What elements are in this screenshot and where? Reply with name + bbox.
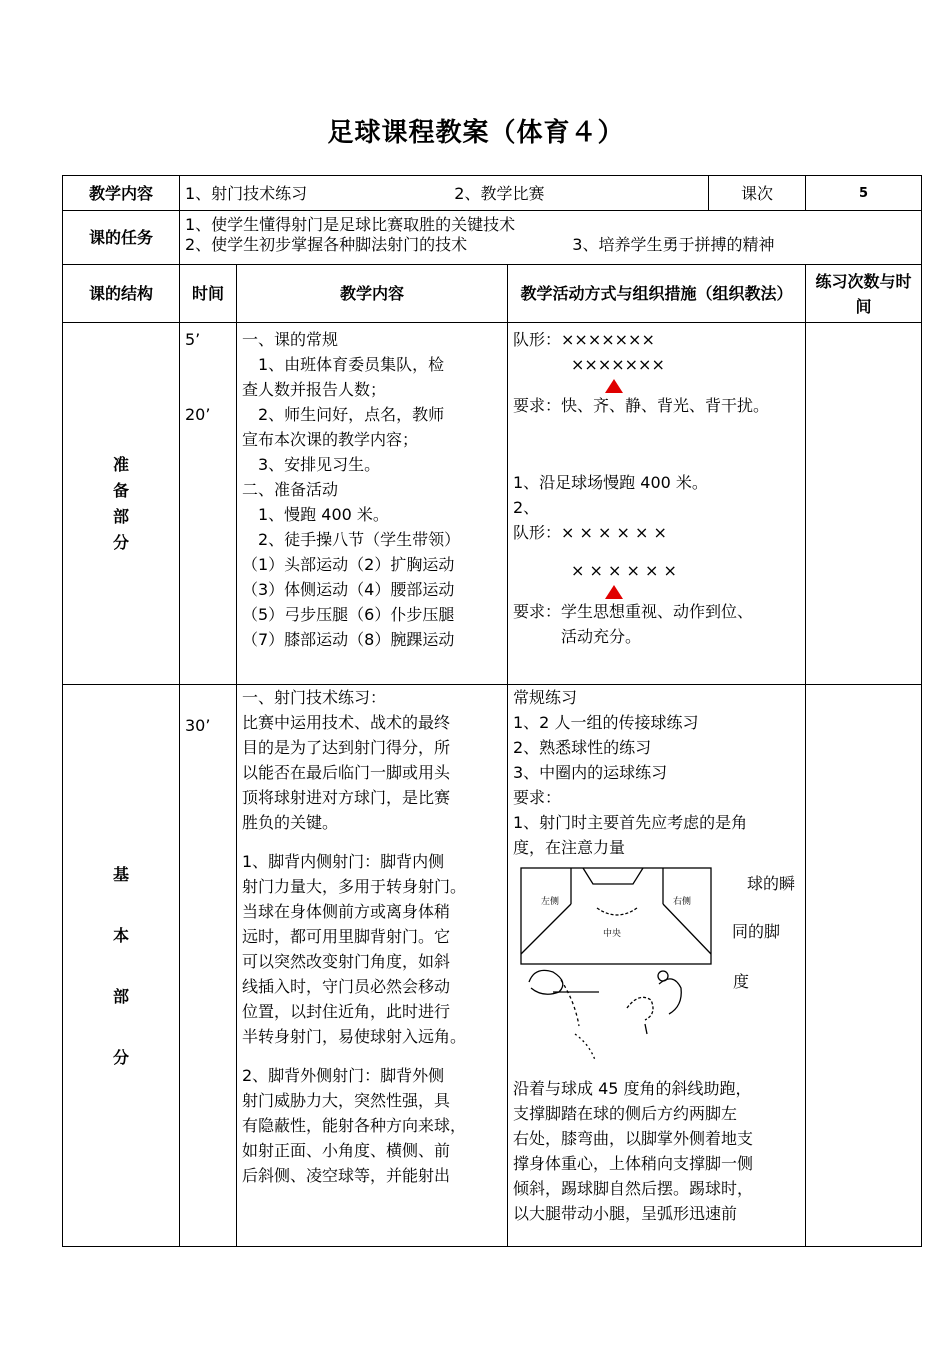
basic-content-line: 射门力量大，多用于转身射门。 (242, 877, 467, 896)
prep-content-line: 查人数并报告人数； (242, 380, 387, 399)
basic-content-line: 1、脚背内侧射门：脚背内侧 (242, 852, 445, 871)
cropped-text-fragment: 度 (732, 972, 749, 991)
basic-content-line: 比赛中运用技术、战术的最终 (242, 713, 451, 732)
basic-time-value: 30’ (185, 716, 211, 735)
teacher-triangle-icon (605, 585, 623, 599)
prep-label (63, 323, 180, 685)
prep-label-char: 准 (112, 454, 129, 474)
basic-content-line: 顶将球射进对方球门，是比赛 (242, 788, 451, 807)
prep-practice (806, 323, 922, 685)
lesson-label: 课次 (709, 176, 806, 211)
prep-content-line: 2、师生问好，点名，教师 (258, 405, 445, 424)
content-label: 教学内容 (63, 176, 180, 211)
basic-method-line: 倾斜，踢球脚自然后摆。踢球时， (513, 1179, 754, 1198)
teacher-triangle-icon (605, 379, 623, 393)
content-row (63, 176, 922, 211)
prep-content-line: 宣布本次课的教学内容； (242, 430, 419, 449)
basic-method-line: 要求： (513, 788, 562, 807)
task-content (180, 211, 922, 265)
basic-label-char: 本 (112, 925, 129, 945)
basic-content-line: 半转身射门，易使球射入远角。 (242, 1027, 467, 1046)
basic-content-line: 远时，都可用里脚背射门。它 (242, 927, 451, 946)
basic-content-line: 胜负的关键。 (242, 813, 339, 832)
prep-requirement-1: 要求：快、齐、静、背光、背干扰。 (513, 396, 770, 415)
basic-method-line: 常规练习 (513, 688, 578, 707)
prep-content-line: 3、安排见习生。 (258, 455, 381, 474)
prep-method (508, 323, 806, 685)
prep-time (180, 323, 237, 685)
content-items (180, 176, 709, 211)
basic-label-char: 基 (112, 864, 129, 884)
basic-method-line: 度，在注意力量 (513, 838, 626, 857)
task-item-2: 2、使学生初步掌握各种脚法射门的技术 (185, 235, 468, 254)
formation-2-row-a: 队形：× × × × × × (513, 523, 667, 542)
basic-method (508, 685, 806, 1247)
lesson-plan-table (62, 175, 922, 1247)
basic-content-line: 位置，以封住近角，此时进行 (242, 1002, 451, 1021)
basic-content-line: 有隐蔽性，能射各种方向来球， (242, 1116, 467, 1135)
prep-label-char: 分 (112, 532, 129, 552)
field-frame (521, 868, 711, 964)
col-time: 时间 (180, 265, 237, 323)
basic-content-line: 后斜侧、凌空球等，并能射出 (242, 1166, 451, 1185)
prep-content (237, 323, 508, 685)
prep-label-char: 部 (112, 506, 129, 526)
prep-requirement-2b: 活动充分。 (561, 627, 642, 646)
prep-item-2: 2、 (513, 498, 540, 517)
basic-content-line: 以能否在最后临门一脚或用头 (242, 763, 451, 782)
formation-1-row-a: 队形：××××××× (513, 330, 655, 349)
basic-method-line: 右处，膝弯曲，以脚掌外侧着地支 (513, 1129, 754, 1148)
basic-method-line: 沿着与球成 45 度角的斜线助跑， (513, 1079, 752, 1098)
prep-content-line: 二、准备活动 (242, 480, 339, 499)
prep-content-line: 一、课的常规 (242, 330, 339, 349)
col-practice: 练习次数与时间 (806, 265, 922, 323)
basic-method-line: 1、射门时主要首先应考虑的是角 (513, 813, 748, 832)
basic-content-line: 可以突然改变射门角度，如斜 (242, 952, 451, 971)
col-method: 教学活动方式与组织措施（组织教法） (508, 265, 806, 323)
col-structure: 课的结构 (63, 265, 180, 323)
prep-time-2: 20’ (185, 405, 211, 424)
basic-label-char: 部 (112, 986, 129, 1006)
prep-content-line: （5）弓步压腿（6）仆步压腿 (242, 605, 455, 624)
task-item-3: 3、培养学生勇于拼搏的精神 (572, 235, 775, 254)
prep-jog: 1、沿足球场慢跑 400 米。 (513, 473, 708, 492)
basic-method-line: 1、2 人一组的传接球练习 (513, 713, 699, 732)
basic-method-line: 以大腿带动小腿，呈弧形迅速前 (513, 1204, 738, 1223)
col-content: 教学内容 (237, 265, 508, 323)
basic-content (237, 685, 508, 1247)
basic-practice (806, 685, 922, 1247)
diagram-label-left: 左侧 (541, 897, 560, 907)
lesson-number: 5 (806, 176, 922, 211)
basic-content-line: 线插入时，守门员必然会移动 (242, 977, 451, 996)
task-line-2 (185, 235, 916, 255)
basic-content-line: 2、脚背外侧射门：脚背外侧 (242, 1066, 445, 1085)
basic-label-char: 分 (112, 1047, 129, 1067)
basic-row (63, 685, 922, 1247)
formation-2-row-b: × × × × × × (571, 561, 677, 580)
shooting-angle-diagram (513, 864, 719, 1064)
page-title: 足球课程教案（体育４） (327, 118, 625, 148)
basic-content-line: 当球在身体侧前方或离身体稍 (242, 902, 451, 921)
prep-content-line: （7）膝部运动（8）腕踝运动 (242, 630, 455, 649)
prep-content-line: 1、由班体育委员集队，检 (258, 355, 445, 374)
content-item-2: 2、教学比赛 (454, 183, 545, 203)
basic-content-line: 一、射门技术练习： (242, 688, 387, 707)
prep-content-line: 2、徒手操八节（学生带领） (258, 530, 461, 549)
diagram-label-right: 右侧 (673, 897, 692, 907)
basic-content-line: 如射正面、小角度、横侧、前 (242, 1141, 451, 1160)
basic-method-line: 支撑脚踏在球的侧后方约两脚左 (513, 1104, 738, 1123)
prep-content-line: （3）体侧运动（4）腰部运动 (242, 580, 455, 599)
prep-content-line: （1）头部运动（2）扩胸运动 (242, 555, 455, 574)
basic-method-line: 撑身体重心，上体稍向支撑脚一侧 (513, 1154, 754, 1173)
cropped-text-fragment: 同的脚 (731, 922, 780, 941)
content-item-1: 1、射门技术练习 (185, 183, 308, 203)
basic-time (180, 685, 237, 1247)
task-line-1: 1、使学生懂得射门是足球比赛取胜的关键技术 (185, 215, 516, 234)
prep-requirement-2a: 要求：学生思想重视、动作到位、 (513, 602, 754, 621)
prep-row (63, 323, 922, 685)
basic-content-line: 目的是为了达到射门得分，所 (242, 738, 451, 757)
diagram-label-center: 中央 (603, 929, 622, 939)
basic-method-line: 2、熟悉球性的练习 (513, 738, 652, 757)
basic-method-line: 3、中圈内的运球练习 (513, 763, 668, 782)
prep-label-char: 备 (112, 480, 129, 500)
cropped-text-fragment: 球的瞬 (746, 874, 795, 893)
prep-time-1: 5’ (185, 330, 201, 349)
column-header-row (63, 265, 922, 323)
prep-content-line: 1、慢跑 400 米。 (258, 505, 389, 524)
basic-label (63, 685, 180, 1247)
formation-1-row-b: ××××××× (571, 355, 665, 374)
task-label: 课的任务 (63, 211, 180, 265)
task-row (63, 211, 922, 265)
basic-content-line: 射门威胁力大，突然性强，具 (242, 1091, 451, 1110)
